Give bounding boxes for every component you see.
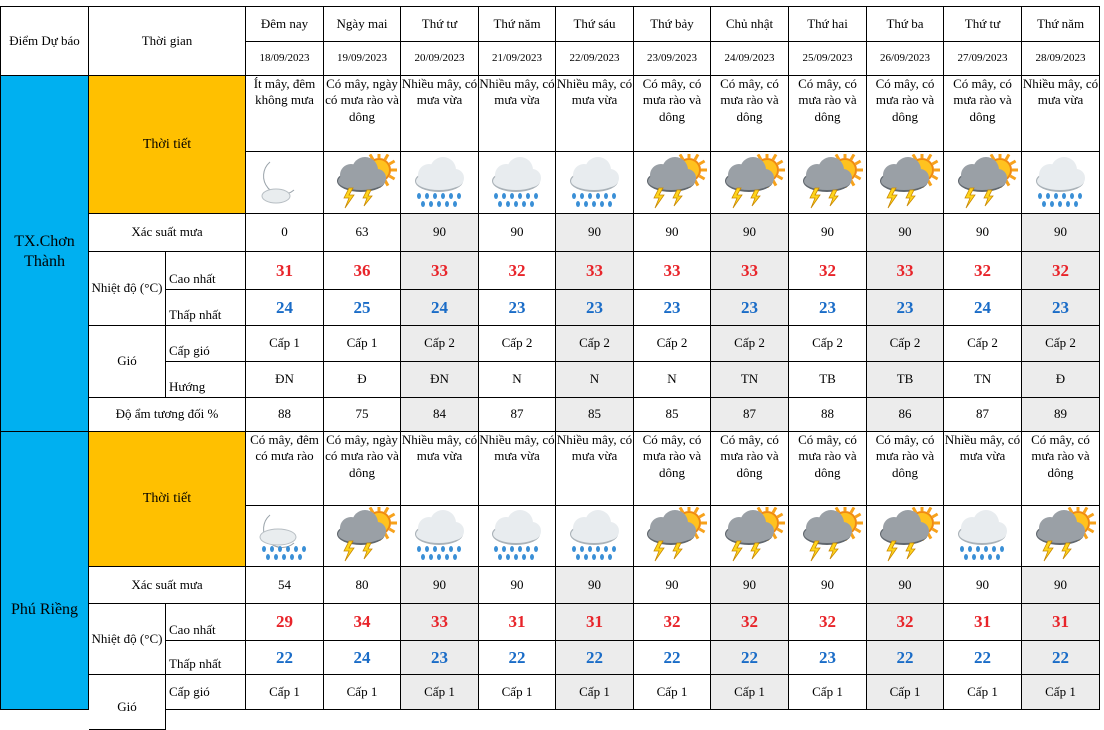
day-header-label: Thứ tư bbox=[401, 6, 479, 42]
rain-prob-value: 90 bbox=[556, 567, 634, 604]
temp-high-value: 32 bbox=[789, 252, 867, 290]
weather-description: Có mây, có mưa rào và dông bbox=[944, 76, 1022, 152]
weather-description: Có mây, có mưa rào và dông bbox=[789, 76, 867, 152]
wind-dir-value: ĐN bbox=[246, 362, 324, 398]
weather-description: Có mây, có mưa rào và dông bbox=[789, 432, 867, 506]
wind-level-value: Cấp 2 bbox=[1022, 326, 1100, 362]
temp-high-value: 33 bbox=[634, 252, 711, 290]
temp-low-label: Thấp nhất bbox=[166, 641, 246, 675]
humidity-value: 85 bbox=[634, 398, 711, 432]
humidity-value: 87 bbox=[711, 398, 789, 432]
rain-prob-value: 90 bbox=[1022, 567, 1100, 604]
day-header-label: Thứ bảy bbox=[634, 6, 711, 42]
temp-low-value: 24 bbox=[246, 290, 324, 326]
rain-prob-value: 90 bbox=[944, 567, 1022, 604]
wind-level-value: Cấp 2 bbox=[556, 326, 634, 362]
location-name: TX.Chơn Thành bbox=[0, 76, 89, 432]
weather-description: Có mây, có mưa rào và dông bbox=[634, 76, 711, 152]
wind-level-value: Cấp 1 bbox=[479, 675, 556, 710]
temp-high-value: 31 bbox=[246, 252, 324, 290]
thunder-sun-icon bbox=[711, 506, 789, 567]
wind-level-value: Cấp 2 bbox=[479, 326, 556, 362]
moon-rain-icon bbox=[246, 506, 324, 567]
thunder-sun-icon bbox=[867, 152, 944, 214]
date-header-label: 25/09/2023 bbox=[789, 42, 867, 76]
date-header-label: 18/09/2023 bbox=[246, 42, 324, 76]
date-header-label: 26/09/2023 bbox=[867, 42, 944, 76]
rain-prob-value: 90 bbox=[789, 214, 867, 252]
temp-high-value: 31 bbox=[944, 604, 1022, 641]
weather-description: Có mây, đêm có mưa rào bbox=[246, 432, 324, 506]
wind-level-value: Cấp 1 bbox=[711, 675, 789, 710]
wind-level-value: Cấp 2 bbox=[789, 326, 867, 362]
rain-prob-value: 90 bbox=[789, 567, 867, 604]
thunder-sun-icon bbox=[789, 152, 867, 214]
day-header-label: Chủ nhật bbox=[711, 6, 789, 42]
rain-cloud-icon bbox=[944, 506, 1022, 567]
temp-high-value: 31 bbox=[1022, 604, 1100, 641]
rain-cloud-icon bbox=[401, 506, 479, 567]
temp-low-value: 22 bbox=[246, 641, 324, 675]
temp-high-value: 32 bbox=[479, 252, 556, 290]
wind-level-value: Cấp 1 bbox=[789, 675, 867, 710]
weather-description: Có mây, có mưa rào và dông bbox=[711, 76, 789, 152]
temp-low-value: 23 bbox=[789, 290, 867, 326]
wind-dir-value: N bbox=[634, 362, 711, 398]
weather-description: Nhiều mây, có mưa vừa bbox=[479, 76, 556, 152]
temp-high-value: 32 bbox=[711, 604, 789, 641]
weather-description: Ít mây, đêm không mưa bbox=[246, 76, 324, 152]
rain-prob-row-label: Xác suất mưa bbox=[89, 567, 246, 604]
humidity-row-label: Độ ẩm tương đối % bbox=[89, 398, 246, 432]
rain-prob-value: 90 bbox=[711, 214, 789, 252]
temp-high-value: 34 bbox=[324, 604, 401, 641]
rain-cloud-icon bbox=[1022, 152, 1100, 214]
weather-description: Nhiều mây, có mưa vừa bbox=[479, 432, 556, 506]
rain-cloud-icon bbox=[556, 506, 634, 567]
temp-high-value: 32 bbox=[634, 604, 711, 641]
weather-description: Có mây, có mưa rào và dông bbox=[1022, 432, 1100, 506]
wind-level-value: Cấp 1 bbox=[944, 675, 1022, 710]
wind-level-value: Cấp 1 bbox=[246, 326, 324, 362]
location-name: Phú Riềng bbox=[0, 432, 89, 710]
date-header-label: 28/09/2023 bbox=[1022, 42, 1100, 76]
wind-dir-value: Đ bbox=[1022, 362, 1100, 398]
rain-prob-value: 90 bbox=[867, 567, 944, 604]
temp-high-value: 31 bbox=[556, 604, 634, 641]
wind-dir-value: Đ bbox=[324, 362, 401, 398]
weather-description: Nhiều mây, có mưa vừa bbox=[401, 76, 479, 152]
humidity-value: 89 bbox=[1022, 398, 1100, 432]
wind-level-value: Cấp 2 bbox=[401, 326, 479, 362]
wind-row-label: Gió bbox=[89, 326, 166, 398]
rain-prob-value: 90 bbox=[556, 214, 634, 252]
weather-description: Nhiều mây, có mưa vừa bbox=[556, 432, 634, 506]
day-header-label: Đêm nay bbox=[246, 6, 324, 42]
temp-low-label: Thấp nhất bbox=[166, 290, 246, 326]
rain-prob-value: 90 bbox=[867, 214, 944, 252]
thunder-sun-icon bbox=[944, 152, 1022, 214]
wind-level-value: Cấp 1 bbox=[324, 675, 401, 710]
thunder-sun-icon bbox=[867, 506, 944, 567]
thunder-sun-icon bbox=[324, 506, 401, 567]
rain-prob-value: 0 bbox=[246, 214, 324, 252]
weather-description: Nhiều mây, có mưa vừa bbox=[944, 432, 1022, 506]
date-header-label: 27/09/2023 bbox=[944, 42, 1022, 76]
rain-prob-value: 90 bbox=[711, 567, 789, 604]
humidity-value: 88 bbox=[789, 398, 867, 432]
time-header-label: Thời gian bbox=[89, 6, 246, 76]
wind-level-value: Cấp 2 bbox=[634, 326, 711, 362]
date-header-label: 21/09/2023 bbox=[479, 42, 556, 76]
rain-prob-value: 90 bbox=[479, 567, 556, 604]
day-header-label: Thứ tư bbox=[944, 6, 1022, 42]
date-header-label: 24/09/2023 bbox=[711, 42, 789, 76]
rain-prob-value: 90 bbox=[944, 214, 1022, 252]
wind-level-value: Cấp 1 bbox=[867, 675, 944, 710]
wind-level-value: Cấp 1 bbox=[401, 675, 479, 710]
rain-prob-value: 90 bbox=[401, 214, 479, 252]
temp-high-value: 32 bbox=[1022, 252, 1100, 290]
wind-level-value: Cấp 2 bbox=[944, 326, 1022, 362]
temp-low-value: 23 bbox=[479, 290, 556, 326]
day-header-label: Thứ hai bbox=[789, 6, 867, 42]
temp-high-value: 32 bbox=[944, 252, 1022, 290]
wind-level-label: Cấp gió bbox=[166, 675, 246, 710]
date-header-label: 19/09/2023 bbox=[324, 42, 401, 76]
wind-dir-value: TN bbox=[944, 362, 1022, 398]
rain-cloud-icon bbox=[479, 506, 556, 567]
temp-low-value: 22 bbox=[634, 641, 711, 675]
weather-description: Nhiều mây, có mưa vừa bbox=[1022, 76, 1100, 152]
date-header-label: 23/09/2023 bbox=[634, 42, 711, 76]
wind-level-value: Cấp 1 bbox=[324, 326, 401, 362]
temp-low-value: 22 bbox=[1022, 641, 1100, 675]
weather-description: Có mây, có mưa rào và dông bbox=[867, 432, 944, 506]
temp-low-value: 23 bbox=[711, 290, 789, 326]
temp-low-value: 23 bbox=[789, 641, 867, 675]
wind-level-value: Cấp 2 bbox=[711, 326, 789, 362]
rain-prob-value: 90 bbox=[1022, 214, 1100, 252]
weather-description: Có mây, ngày có mưa rào và dông bbox=[324, 432, 401, 506]
temp-high-value: 33 bbox=[401, 604, 479, 641]
day-header-label: Thứ ba bbox=[867, 6, 944, 42]
temp-low-value: 22 bbox=[556, 641, 634, 675]
rain-prob-value: 80 bbox=[324, 567, 401, 604]
weather-description: Có mây, ngày có mưa rào và dông bbox=[324, 76, 401, 152]
day-header-label: Thứ sáu bbox=[556, 6, 634, 42]
weather-description: Nhiều mây, có mưa vừa bbox=[556, 76, 634, 152]
humidity-value: 75 bbox=[324, 398, 401, 432]
wind-level-value: Cấp 2 bbox=[867, 326, 944, 362]
rain-prob-value: 63 bbox=[324, 214, 401, 252]
temp-high-value: 32 bbox=[789, 604, 867, 641]
temp-low-value: 22 bbox=[479, 641, 556, 675]
temp-low-value: 23 bbox=[867, 290, 944, 326]
wind-dir-value: ĐN bbox=[401, 362, 479, 398]
humidity-value: 84 bbox=[401, 398, 479, 432]
weather-description: Có mây, có mưa rào và dông bbox=[867, 76, 944, 152]
wind-dir-value: TB bbox=[867, 362, 944, 398]
rain-cloud-icon bbox=[401, 152, 479, 214]
rain-prob-value: 54 bbox=[246, 567, 324, 604]
temp-low-value: 24 bbox=[401, 290, 479, 326]
rain-prob-value: 90 bbox=[479, 214, 556, 252]
temp-high-value: 33 bbox=[867, 252, 944, 290]
thunder-sun-icon bbox=[634, 506, 711, 567]
temp-low-value: 24 bbox=[324, 641, 401, 675]
weather-row-label: Thời tiết bbox=[89, 432, 246, 567]
wind-level-label: Cấp gió bbox=[166, 326, 246, 362]
temp-low-value: 24 bbox=[944, 290, 1022, 326]
weather-description: Nhiều mây, có mưa vừa bbox=[401, 432, 479, 506]
temp-high-value: 33 bbox=[401, 252, 479, 290]
temp-high-label: Cao nhất bbox=[166, 252, 246, 290]
rain-prob-value: 90 bbox=[634, 567, 711, 604]
wind-level-value: Cấp 1 bbox=[556, 675, 634, 710]
wind-level-value: Cấp 1 bbox=[1022, 675, 1100, 710]
temp-low-value: 22 bbox=[711, 641, 789, 675]
temp-low-value: 25 bbox=[324, 290, 401, 326]
day-header-label: Thứ năm bbox=[1022, 6, 1100, 42]
thunder-sun-icon bbox=[1022, 506, 1100, 567]
wind-dir-value: N bbox=[479, 362, 556, 398]
humidity-value: 87 bbox=[479, 398, 556, 432]
wind-level-value: Cấp 1 bbox=[634, 675, 711, 710]
weather-description: Có mây, có mưa rào và dông bbox=[634, 432, 711, 506]
temp-low-value: 23 bbox=[1022, 290, 1100, 326]
temp-high-value: 36 bbox=[324, 252, 401, 290]
wind-dir-value: TN bbox=[711, 362, 789, 398]
temp-low-value: 22 bbox=[867, 641, 944, 675]
date-header-label: 20/09/2023 bbox=[401, 42, 479, 76]
date-header-label: 22/09/2023 bbox=[556, 42, 634, 76]
day-header-label: Thứ năm bbox=[479, 6, 556, 42]
rain-cloud-icon bbox=[556, 152, 634, 214]
thunder-sun-icon bbox=[789, 506, 867, 567]
temp-row-label: Nhiệt độ (°C) bbox=[89, 252, 166, 326]
rain-cloud-icon bbox=[479, 152, 556, 214]
temp-high-value: 33 bbox=[556, 252, 634, 290]
day-header-label: Ngày mai bbox=[324, 6, 401, 42]
rain-prob-value: 90 bbox=[401, 567, 479, 604]
temp-high-value: 33 bbox=[711, 252, 789, 290]
wind-dir-value: N bbox=[556, 362, 634, 398]
humidity-value: 87 bbox=[944, 398, 1022, 432]
temp-high-label: Cao nhất bbox=[166, 604, 246, 641]
temp-low-value: 22 bbox=[944, 641, 1022, 675]
rain-prob-row-label: Xác suất mưa bbox=[89, 214, 246, 252]
thunder-sun-icon bbox=[324, 152, 401, 214]
weather-description: Có mây, có mưa rào và dông bbox=[711, 432, 789, 506]
moon-cloud-icon bbox=[246, 152, 324, 214]
thunder-sun-icon bbox=[634, 152, 711, 214]
wind-level-value: Cấp 1 bbox=[246, 675, 324, 710]
rain-prob-value: 90 bbox=[634, 214, 711, 252]
thunder-sun-icon bbox=[711, 152, 789, 214]
temp-high-value: 32 bbox=[867, 604, 944, 641]
wind-dir-label: Hướng bbox=[166, 362, 246, 398]
wind-row-label: Gió bbox=[89, 675, 166, 730]
temp-low-value: 23 bbox=[634, 290, 711, 326]
weather-row-label: Thời tiết bbox=[89, 76, 246, 214]
temp-row-label: Nhiệt độ (°C) bbox=[89, 604, 166, 675]
wind-dir-value: TB bbox=[789, 362, 867, 398]
humidity-value: 85 bbox=[556, 398, 634, 432]
temp-low-value: 23 bbox=[556, 290, 634, 326]
temp-high-value: 29 bbox=[246, 604, 324, 641]
temp-low-value: 23 bbox=[401, 641, 479, 675]
temp-high-value: 31 bbox=[479, 604, 556, 641]
humidity-value: 88 bbox=[246, 398, 324, 432]
humidity-value: 86 bbox=[867, 398, 944, 432]
location-header-label: Điểm Dự báo bbox=[0, 6, 89, 76]
